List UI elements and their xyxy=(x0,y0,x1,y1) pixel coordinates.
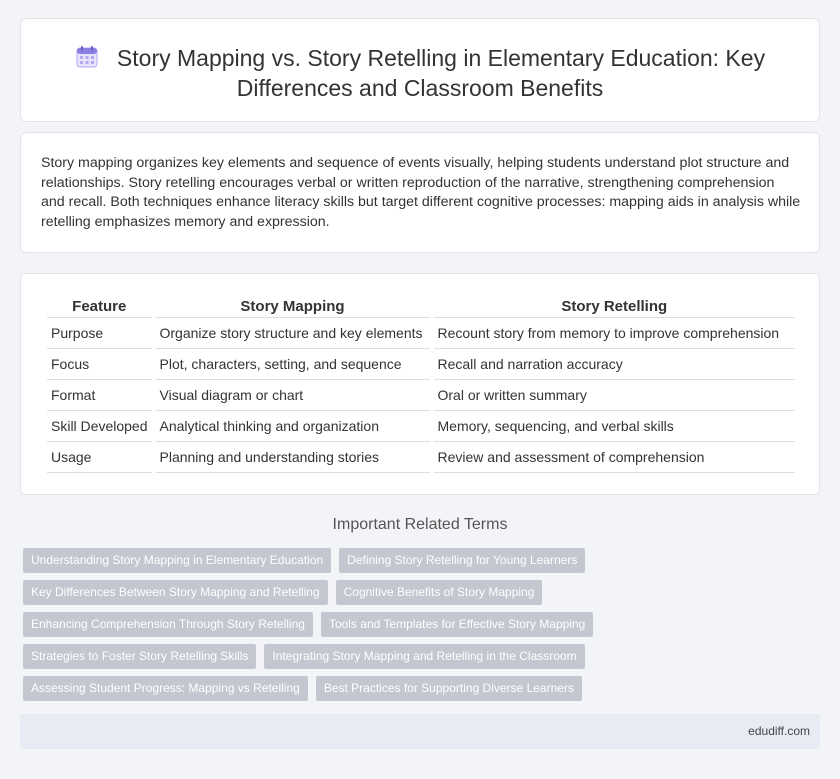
related-terms-heading: Important Related Terms xyxy=(332,516,508,533)
intro-card xyxy=(20,132,820,253)
cell-story-retelling: Recount story from memory to improve comprehension xyxy=(434,318,796,349)
column-header-feature: Feature xyxy=(47,294,152,318)
tag-row xyxy=(23,612,593,637)
table-header-row xyxy=(47,294,795,318)
cell-feature: Purpose xyxy=(47,318,152,349)
footer-site-link[interactable]: edudiff.com xyxy=(748,724,810,738)
cell-story-mapping: Organize story structure and key elements xyxy=(156,318,430,349)
table-row xyxy=(47,411,795,442)
tag-row xyxy=(23,644,585,669)
related-term-tag[interactable]: Assessing Student Progress: Mapping vs Retelling xyxy=(23,676,308,701)
related-term-tag[interactable]: Defining Story Retelling for Young Learners xyxy=(339,548,585,573)
comparison-table xyxy=(43,294,799,473)
page-title: Story Mapping vs. Story Retelling in Elementary Education: Key Differences and Classroom Benefits xyxy=(116,45,766,101)
footer xyxy=(20,714,820,749)
related-term-tag[interactable]: Integrating Story Mapping and Retelling in the Classroom xyxy=(264,644,584,669)
table-row xyxy=(47,380,795,411)
cell-feature: Skill Developed xyxy=(47,411,152,442)
related-term-tag[interactable]: Understanding Story Mapping in Elementary Education xyxy=(23,548,331,573)
cell-story-mapping: Visual diagram or chart xyxy=(156,380,430,411)
table-row xyxy=(47,442,795,473)
related-term-tag[interactable]: Best Practices for Supporting Diverse Learners xyxy=(316,676,582,701)
cell-story-retelling: Recall and narration accuracy xyxy=(434,349,796,380)
title-card xyxy=(20,18,820,122)
cell-feature: Focus xyxy=(47,349,152,380)
related-term-tag[interactable]: Enhancing Comprehension Through Story Retelling xyxy=(23,612,313,637)
intro-paragraph: Story mapping organizes key elements and sequence of events visually, helping students understand plot structure and relationships. Story retelling encourages verbal or written reproduction of the narrative, strengthening comprehension and recall. Both techniques enhance literacy skills but target different cognitive processes: mapping aids in analysis while retelling emphasizes memory and expression. xyxy=(41,155,801,230)
cell-story-retelling: Review and assessment of comprehension xyxy=(434,442,796,473)
related-term-tag[interactable]: Cognitive Benefits of Story Mapping xyxy=(336,580,543,605)
related-term-tag[interactable]: Tools and Templates for Effective Story Mapping xyxy=(321,612,593,637)
table-row xyxy=(47,318,795,349)
table-row xyxy=(47,349,795,380)
comparison-card xyxy=(20,273,820,495)
tag-row xyxy=(23,676,582,701)
cell-story-mapping: Plot, characters, setting, and sequence xyxy=(156,349,430,380)
related-term-tag[interactable]: Key Differences Between Story Mapping and Retelling xyxy=(23,580,328,605)
calendar-icon xyxy=(75,45,99,69)
related-term-tag[interactable]: Strategies to Foster Story Retelling Skills xyxy=(23,644,256,669)
cell-feature: Format xyxy=(47,380,152,411)
cell-story-retelling: Memory, sequencing, and verbal skills xyxy=(434,411,796,442)
column-header-story-retelling: Story Retelling xyxy=(434,294,796,318)
tag-row xyxy=(23,580,542,605)
cell-feature: Usage xyxy=(47,442,152,473)
cell-story-mapping: Analytical thinking and organization xyxy=(156,411,430,442)
column-header-story-mapping: Story Mapping xyxy=(156,294,430,318)
tag-row xyxy=(23,548,585,573)
page-title-wrap xyxy=(61,43,779,103)
cell-story-retelling: Oral or written summary xyxy=(434,380,796,411)
cell-story-mapping: Planning and understanding stories xyxy=(156,442,430,473)
